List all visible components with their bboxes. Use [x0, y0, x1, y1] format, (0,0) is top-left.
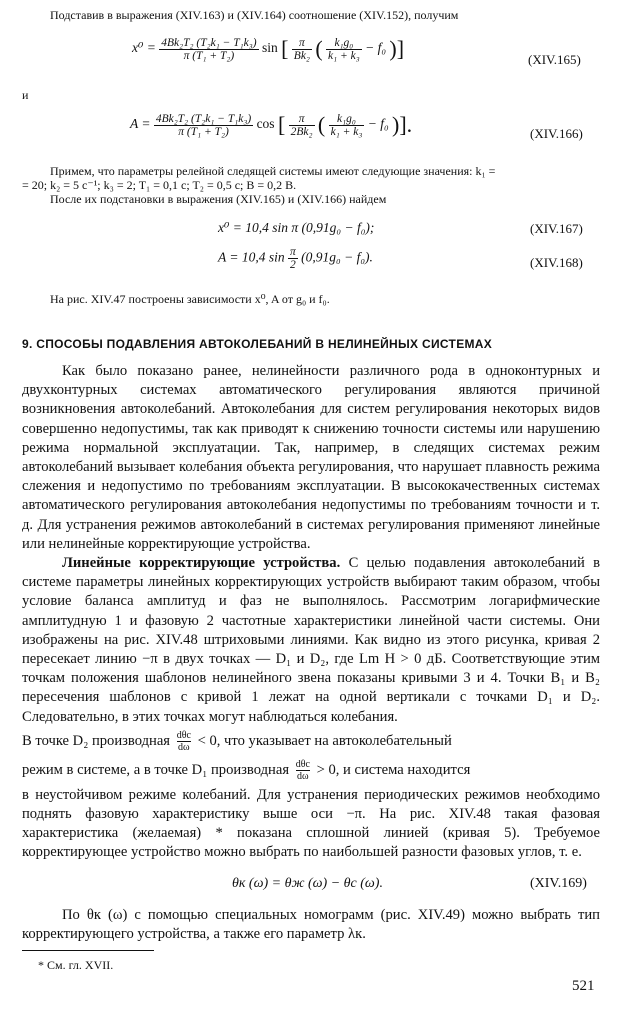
paragraph-1: Как было показано ранее, нелинейности различного рода в одноконтурных и двухконтурных системах автоматического регулирования являются причиной возникновения автоколебаний. Автоколебания для систем регулирования некоторых видов совершенно недопустимы, так как приводят к снижению точности системы или нарушению режима нормальной эксплуатации. Так, например, в следящих системах режим автоколебаний вызывает колебания объекта регулирования, что нарушает плавность режима слежения и недопустимо по требованиям эксплуатации. В высококачественных системах автоматического регулирования автоколебания недопустимы по требованиям точности и т. д. Для устранения режимов автоколебаний в системах регулирования применяют линейные или нелинейные корректирующие устройства.	[22, 363, 600, 552]
example-line-3: После их подстановки в выражения (XIV.165) и (XIV.166) найдем	[50, 192, 387, 206]
eq165-lhs: x⁰ =	[132, 40, 156, 56]
equation-166: A = $\frac{\text{4Bk₂T₂ (T₂k₁ − T₁k₃)}}{\text{π (T₁ + T₂)}}$ cos [ $\frac{\pi}{\text{2Bk₂}}$ ( $\frac{\text{k₁g₀}}{\text{k₁ + k₃}}$ − f₀ )].	[130, 112, 413, 138]
eq165-sub-fraction: $\frac{\text{k₁g₀}}{\text{k₁ + k₃}}$	[328, 36, 360, 62]
equation-165: x⁰ = $\frac{\text{4Bk₂T₂ (T₂k₁ − T₁k₃)}}{\text{π (T₁ + T₂)}}$ sin [ $\frac{\pi}{\text{Bk₂}}$ ( $\frac{\text{k₁g₀}}{\text{k₁ + k₃}}$ − f₀ )]	[132, 36, 405, 62]
paragraph-2-deriv-line-1: В точке D₂ производная $\frac{\text{dθc}}{d\omega}$ < 0, что указывает на автоколебательный	[22, 729, 452, 753]
equation-169: θк (ω) = θж (ω) − θc (ω).	[232, 876, 383, 891]
page-number: 521	[572, 978, 595, 994]
eq165-number: (XIV.165)	[528, 52, 581, 67]
figure-reference: На рис. XIV.47 построены зависимости x⁰, A от g₀ и f₀.	[50, 292, 330, 306]
eq167-number: (XIV.167)	[530, 221, 583, 236]
equation-167: x⁰ = 10,4 sin π (0,91g₀ − f₀);	[218, 220, 375, 235]
eq165-denominator: π (T₁ + T₂)	[183, 49, 235, 62]
eq165-numerator: 4Bk₂T₂ (T₂k₁ − T₁k₃)	[161, 36, 257, 49]
paragraph-2-continuation: в неустойчивом режиме колебаний. Для устранения периодических режимов необходимо поднять фазовую характеристику выше оси −π. На рис. XIV.48 такая фазовая характеристика (желаемая) * показана сплошной линией (кривая 5). Требуемое корректирующее устройство можно выбрать по наибольшей разности фазовых углов, т. е.	[22, 786, 600, 861]
eq165-fraction	[159, 37, 258, 62]
paragraph-2: Линейные корректирующие устройства. С целью подавления автоколебаний в системе параметры линейных корректирующих устройств выбирают таким образом, чтобы условие баланса амплитуд и фаз не выполнялось. Рассмотрим логарифмические амплитудную 1 и фазовую 2 частотные характеристики линейной части системы. Они изображены на рис. XIV.48 штриховыми линиями. Как видно из этого рисунка, кривая 2 пересекает линию −π в двух точках — D₁ и D₂, где Lm H > 0 дБ. Соответствующие этим точкам положения шаблонов нелинейного звена показаны кривыми 3 и 4. Точки B₁ и B₂ пересечения шаблонов с кривой 1 лежат на одной вертикали с точками D₁ и D₂. Следовательно, в этих точках могут наблюдаться колебания.	[22, 555, 600, 725]
body-text	[22, 362, 600, 863]
equation-168: A = 10,4 sin $\frac{\pi}{2}$ (0,91g₀ − f₀).	[218, 246, 373, 271]
paragraph-3: По θк (ω) с помощью специальных номограмм (рис. XIV.49) можно выбрать тип корректирующего устройства, а также его параметр λк.	[22, 907, 600, 943]
eq168-number: (XIV.168)	[530, 255, 583, 270]
paragraph-2-lead: Линейные корректирующие устройства.	[62, 555, 341, 572]
example-line-1: Примем, что параметры релейной следящей системы имеют следующие значения: k₁ =	[50, 164, 496, 178]
footnote: * См. гл. XVII.	[38, 958, 114, 972]
eq165-func: sin	[261, 40, 278, 56]
eq165-inner-fraction: $\frac{\pi}{\text{Bk₂}}$	[293, 36, 310, 62]
intro-line: Подставив в выражения (XIV.163) и (XIV.164) соотношение (XIV.152), получим	[50, 8, 459, 22]
paragraph-2-deriv-line-2: режим в системе, а в точке D₁ производная $\frac{\text{dθc}}{d\omega}$ > 0, и система находится	[22, 758, 471, 782]
conjunction: и	[22, 88, 29, 102]
example-line-2: = 20; k₂ = 5 c⁻¹; k₃ = 2; T₁ = 0,1 c; T₂ = 0,5 c; B = 0,2 B.	[22, 178, 297, 192]
section-heading: 9. СПОСОБЫ ПОДАВЛЕНИЯ АВТОКОЛЕБАНИЙ В НЕЛИНЕЙНЫХ СИСТЕМАХ	[22, 337, 493, 351]
footnote-rule	[22, 950, 154, 951]
eq169-number: (XIV.169)	[530, 876, 587, 891]
eq166-number: (XIV.166)	[530, 126, 583, 141]
